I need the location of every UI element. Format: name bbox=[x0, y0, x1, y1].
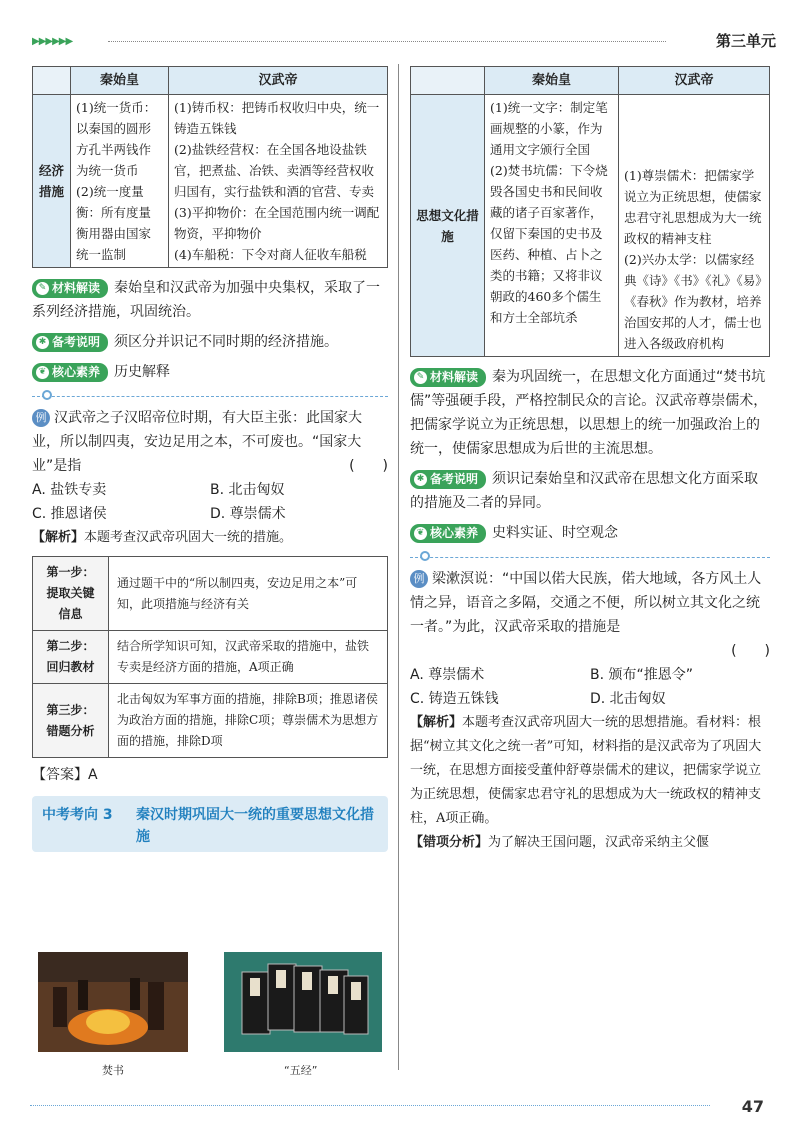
right-column bbox=[410, 66, 770, 855]
core-tag-label: 核心素养 bbox=[52, 365, 101, 379]
table-corner bbox=[33, 67, 71, 95]
wrong-analysis-right bbox=[410, 831, 770, 855]
qin-economic-cell bbox=[71, 95, 169, 268]
material-reading-left bbox=[32, 276, 388, 324]
exam-note-right bbox=[410, 467, 770, 515]
header-divider bbox=[108, 41, 666, 42]
exam-tag bbox=[410, 470, 486, 489]
example-badge: 例 bbox=[410, 570, 428, 588]
material-text: 秦为巩固统一，在思想文化方面通过“焚书坑儒”等强硬手段，严格控制民众的言论。汉武帝尊崇儒术，把儒家学说立为正统思想，以思想上的统一加强政治上的统一，使儒家思想成为后世的主流思想。 bbox=[410, 369, 768, 457]
step-row bbox=[33, 557, 388, 631]
row-label-economic bbox=[33, 95, 71, 268]
core-tag bbox=[32, 363, 108, 382]
leaf-icon: ❦ bbox=[36, 366, 49, 379]
han-cul-1: (1)尊崇儒术：把儒家学说立为正统思想，使儒家忠君守礼思想成为大一统政权的精神支柱 bbox=[624, 168, 762, 246]
analysis-label: 【解析】 bbox=[32, 530, 85, 545]
han-eco-4: (4)车船税：下令对商人征收车船税 bbox=[174, 247, 367, 262]
step-text-3: 北击匈奴为军事方面的措施，排除B项；推恩诸侯为政治方面的措施，排除C项；尊崇儒术为思想方面的措施，排除D项 bbox=[109, 684, 388, 758]
options-left bbox=[32, 478, 388, 526]
page-number-text: 47 bbox=[741, 1097, 764, 1116]
option-d: D. 尊崇儒术 bbox=[210, 506, 286, 522]
material-tag bbox=[410, 368, 486, 387]
core-tag-label: 核心素养 bbox=[430, 526, 479, 540]
option-b: B. 北击匈奴 bbox=[210, 482, 285, 498]
unit-title: 第三单元 bbox=[715, 32, 776, 50]
material-tag bbox=[32, 279, 108, 298]
left-column bbox=[32, 66, 388, 852]
wrong-analysis-text: 为了解决王国问题，汉武帝采纳主父偃 bbox=[488, 835, 710, 850]
footer-divider bbox=[30, 1105, 710, 1106]
page-number bbox=[742, 1097, 768, 1116]
example-question-right bbox=[410, 567, 770, 663]
material-text: 秦始皇和汉武帝为加强中央集权，采取了一系列经济措施，巩固统治。 bbox=[32, 280, 381, 320]
qin-eco-1: (1)统一货币：以秦国的圆形方孔半两钱作为统一货币 bbox=[76, 100, 157, 178]
step-label-3: 第三步：错题分析 bbox=[33, 684, 109, 758]
row-label-text: 经济措施 bbox=[38, 163, 64, 199]
pencil-icon: ✎ bbox=[414, 371, 427, 384]
wrong-analysis-label: 【错项分析】 bbox=[410, 835, 489, 850]
leaf-icon: ❦ bbox=[414, 527, 427, 540]
book-burning-illustration bbox=[38, 952, 188, 1052]
analysis-text: 本题考查汉武帝巩固大一统的思想措施。看材料：根据“树立其文化之统一者”可知，材料指的是汉武帝为了巩固大一统，在思想方面接受董仲舒尊崇儒术的建议，把儒家学说立为正统思想，使儒家忠君守礼的思想成为大一统政权的精神支柱，A项正确。 bbox=[410, 715, 762, 826]
example-separator bbox=[410, 551, 770, 563]
step-text-1: 通过题干中的“所以制四夷，安边足用之本”可知，此项措施与经济有关 bbox=[109, 557, 388, 631]
core-tag bbox=[410, 524, 486, 543]
caption-book-burning: 焚书 bbox=[102, 1064, 124, 1077]
exam-tag-label: 备考说明 bbox=[52, 335, 101, 349]
han-eco-1: (1)铸币权：把铸币权收归中央，统一铸造五铢钱 bbox=[174, 100, 380, 136]
analysis-text: 本题考查汉武帝巩固大一统的措施。 bbox=[84, 530, 293, 545]
step-label-1: 第一步：提取关键信息 bbox=[33, 557, 109, 631]
separator-line bbox=[410, 557, 770, 558]
han-economic-cell bbox=[169, 95, 388, 268]
analysis-left bbox=[32, 526, 388, 550]
answer-paren: ( ) bbox=[349, 458, 388, 474]
economic-measures-table bbox=[32, 66, 388, 268]
exam-note-left bbox=[32, 330, 388, 354]
example-separator bbox=[32, 390, 388, 402]
qin-eco-2: (2)统一度量衡：所有度量衡用器由国家统一监制 bbox=[76, 184, 152, 262]
han-eco-2: (2)盐铁经营权：在全国各地设盐铁官，把煮盐、冶铁、卖酒等经营权收归国有，实行盐铁和酒的官营、专卖 bbox=[174, 142, 375, 199]
pencil-icon: ✎ bbox=[36, 282, 49, 295]
exam-direction-box bbox=[32, 796, 388, 852]
step-row bbox=[33, 684, 388, 758]
col-header-han: 汉武帝 bbox=[169, 67, 388, 95]
step-row bbox=[33, 631, 388, 684]
col-header-han: 汉武帝 bbox=[619, 67, 770, 95]
analysis-right bbox=[410, 711, 770, 831]
example-question-left bbox=[32, 406, 388, 478]
step-text-2: 结合所学知识可知，汉武帝采取的措施中，盐铁专卖是经济方面的措施，A项正确 bbox=[109, 631, 388, 684]
option-d: D. 北击匈奴 bbox=[590, 691, 666, 707]
han-eco-3: (3)平抑物价：在全国范围内统一调配物资，平抑物价 bbox=[174, 205, 380, 241]
exam-direction-title: 秦汉时期巩固大一统的重要思想文化措施 bbox=[136, 807, 374, 845]
core-literacy-right bbox=[410, 521, 770, 545]
separator-line bbox=[32, 396, 388, 397]
option-c: C. 铸造五铢钱 bbox=[410, 691, 499, 707]
exam-tag-label: 备考说明 bbox=[430, 472, 479, 486]
analysis-label: 【解析】 bbox=[410, 715, 463, 730]
page-header bbox=[30, 30, 776, 58]
qin-cul-1: (1)统一文字：制定笔画规整的小篆，作为通用文字颁行全国 bbox=[490, 100, 608, 157]
steps-table bbox=[32, 556, 388, 758]
option-b: B. 颁布“推恩令” bbox=[590, 667, 694, 683]
col-header-qin: 秦始皇 bbox=[71, 67, 169, 95]
caption-five-classics: “五经” bbox=[284, 1064, 318, 1077]
bulb-icon: ✱ bbox=[36, 336, 49, 349]
material-reading-right bbox=[410, 365, 770, 461]
options-right bbox=[410, 663, 770, 711]
answer-left: 【答案】A bbox=[32, 767, 98, 783]
separator-knob bbox=[420, 551, 430, 561]
option-a: A. 盐铁专卖 bbox=[32, 482, 107, 498]
col-header-qin: 秦始皇 bbox=[485, 67, 619, 95]
core-literacy-left bbox=[32, 360, 388, 384]
answer-paren: ( ) bbox=[731, 643, 770, 659]
question-text: 汉武帝之子汉昭帝位时期，有大臣主张：此国家大业，所以制四夷，安边足用之本，不可废也。“国家大业”是指 bbox=[32, 410, 362, 474]
example-badge: 例 bbox=[32, 409, 50, 427]
material-tag-label: 材料解读 bbox=[430, 370, 479, 384]
culture-measures-table bbox=[410, 66, 770, 357]
qin-cul-2: (2)焚书坑儒：下令烧毁各国史书和民间收藏的诸子百家著作，仅留下秦国的史书及医药、种植、占卜之类的书籍；又将非议朝政的460多个儒生和方士全部坑杀 bbox=[490, 163, 608, 325]
row-label-culture: 思想文化措施 bbox=[411, 95, 485, 357]
separator-knob bbox=[42, 390, 52, 400]
exam-tag bbox=[32, 333, 108, 352]
core-text: 历史解释 bbox=[114, 364, 171, 380]
bulb-icon: ✱ bbox=[414, 473, 427, 486]
option-c: C. 推恩诸侯 bbox=[32, 506, 107, 522]
exam-text: 须识记秦始皇和汉武帝在思想文化方面采取的措施及二者的异同。 bbox=[410, 471, 759, 511]
qin-culture-cell bbox=[485, 95, 619, 357]
question-text: 梁漱溟说：“中国以偌大民族，偌大地域，各方风土人情之异，语音之多隔，交通之不便，所以树立其文化之统一者。”为此，汉武帝采取的措施是 bbox=[410, 571, 762, 635]
material-tag-label: 材料解读 bbox=[52, 281, 101, 295]
core-text: 史料实证、时空观念 bbox=[492, 525, 619, 541]
exam-text: 须区分并识记不同时期的经济措施。 bbox=[114, 334, 339, 350]
column-divider bbox=[398, 64, 399, 1070]
han-culture-cell bbox=[619, 95, 770, 357]
exam-direction-label: 中考考向 3 bbox=[42, 807, 113, 823]
option-a: A. 尊崇儒术 bbox=[410, 667, 485, 683]
table-corner bbox=[411, 67, 485, 95]
five-classics-illustration bbox=[224, 952, 382, 1052]
han-cul-2: (2)兴办太学：以儒家经典《诗》《书》《礼》《易》《春秋》作为教材，培养治国安邦的人才，儒士也进入各级政府机构 bbox=[624, 252, 762, 351]
step-label-2: 第二步：回归教材 bbox=[33, 631, 109, 684]
header-arrows: ▶▶▶▶▶▶ bbox=[32, 36, 73, 47]
